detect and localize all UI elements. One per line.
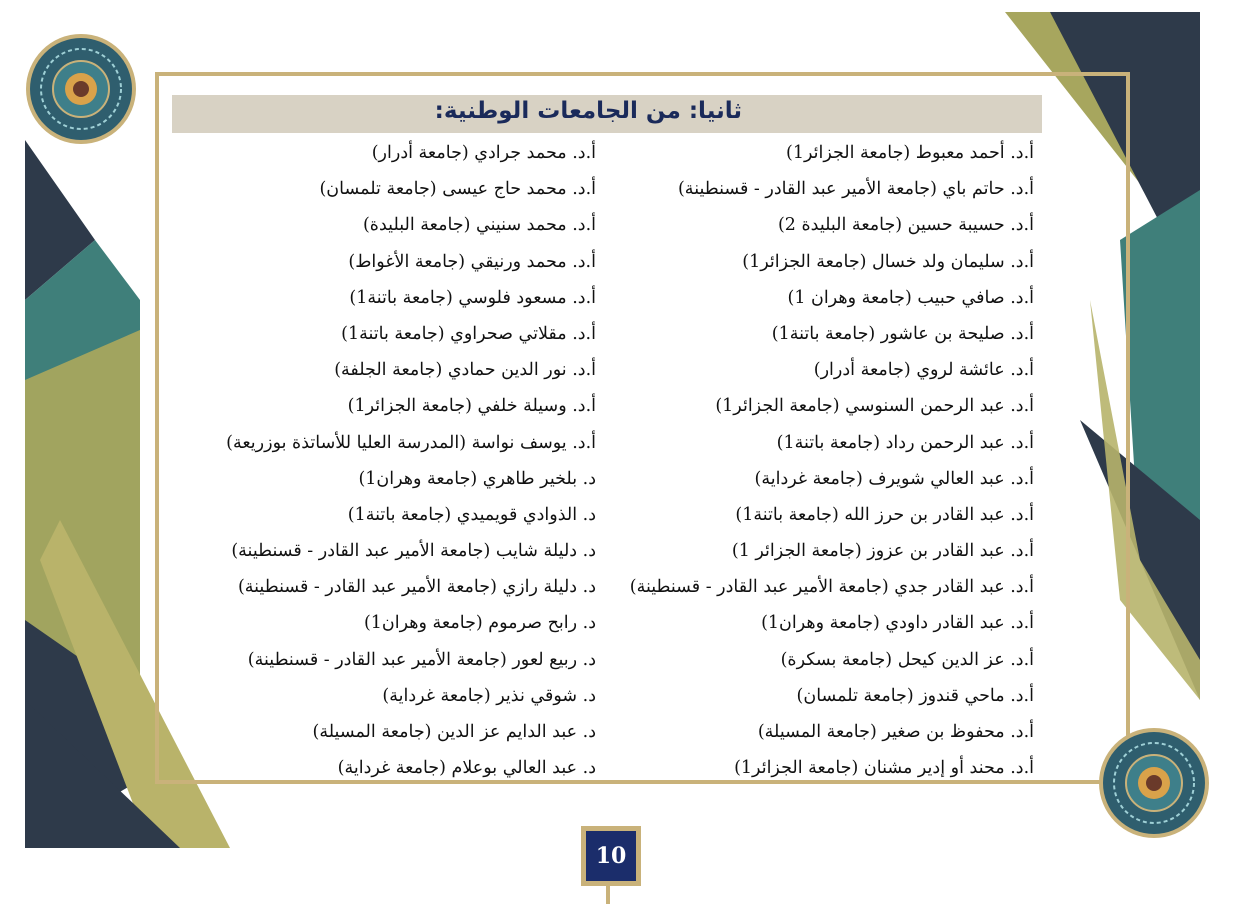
list-item: أ.د. عز الدين كيحل (جامعة بسكرة) [780,649,1034,670]
list-item: أ.د. صافي حبيب (جامعة وهران 1) [787,287,1034,308]
ornament-medallion-bottom-right [1098,727,1210,839]
page-number-badge [581,826,641,886]
list-item: أ.د. يوسف نواسة (المدرسة العليا للأساتذة بوزريعة) [226,432,596,453]
list-item: أ.د. سليمان ولد خسال (جامعة الجزائر1) [742,251,1034,272]
list-item: د. عبد الدايم عز الدين (جامعة المسيلة) [312,722,596,742]
section-header [172,95,1042,133]
list-item: أ.د. صليحة بن عاشور (جامعة باتنة1) [771,323,1034,344]
list-item: أ.د. وسيلة خلفي (جامعة الجزائر1) [347,396,596,417]
list-item: أ.د. عبد العالي شويرف (جامعة غرداية) [754,468,1034,489]
list-item: أ.د. ماحي قندوز (جامعة تلمسان) [796,685,1034,706]
list-item: أ.د. عبد القادر جدي (جامعة الأمير عبد القادر - قسنطينة) [629,577,1034,598]
list-item: أ.د. عبد القادر داودي (جامعة وهران1) [761,613,1034,634]
list-item: أ.د. نور الدين حمادي (جامعة الجلفة) [334,360,596,381]
list-item: أ.د. عبد القادر بن عزوز (جامعة الجزائر 1) [731,541,1034,562]
list-item: أ.د. محمد جرادي (جامعة أدرار) [371,143,596,163]
list-item: د. دليلة رازي (جامعة الأمير عبد القادر - قسنطينة) [237,577,596,598]
list-item: أ.د. محفوظ بن صغير (جامعة المسيلة) [757,722,1034,742]
list-item: أ.د. مسعود فلوسي (جامعة باتنة1) [349,287,596,308]
list-item: د. رابح صرموم (جامعة وهران1) [363,613,596,634]
list-item: د. بلخير طاهري (جامعة وهران1) [358,468,596,489]
list-item: د. الذوادي قويميدي (جامعة باتنة1) [347,504,596,525]
list-item: أ.د. محمد حاج عيسى (جامعة تلمسان) [319,179,596,200]
names-list-right [614,135,1034,786]
list-item: أ.د. عائشة لروي (جامعة أدرار) [813,360,1034,381]
list-item: د. ربيع لعور (جامعة الأمير عبد القادر - قسنطينة) [247,649,596,670]
list-item: أ.د. أحمد معبوط (جامعة الجزائر1) [785,143,1034,163]
names-list-left [176,135,596,786]
list-item: أ.د. محمد ورنيقي (جامعة الأغواط) [348,251,596,272]
list-item: أ.د. عبد الرحمن رداد (جامعة باتنة1) [776,432,1034,453]
list-item: أ.د. عبد الرحمن السنوسي (جامعة الجزائر1) [715,396,1034,417]
list-item: أ.د. حسيبة حسين (جامعة البليدة 2) [777,215,1034,236]
list-item: أ.د. محند أو إدير مشنان (جامعة الجزائر1) [734,758,1034,779]
list-item: أ.د. عبد القادر بن حرز الله (جامعة باتنة1) [735,504,1034,525]
page-number: 10 [586,831,636,881]
list-item: أ.د. حاتم باي (جامعة الأمير عبد القادر - قسنطينة) [677,179,1034,200]
section-title: ثانيا: من الجامعات الوطنية: [434,98,742,124]
page-number-stem [606,886,610,904]
list-item: د. دليلة شايب (جامعة الأمير عبد القادر - قسنطينة) [231,541,596,562]
list-item: د. عبد العالي بوعلام (جامعة غرداية) [337,758,596,779]
list-item: أ.د. مقلاتي صحراوي (جامعة باتنة1) [341,323,596,344]
ornament-medallion-top-left [25,33,137,145]
list-item: د. شوقي نذير (جامعة غرداية) [382,685,596,706]
list-item: أ.د. محمد سنيني (جامعة البليدة) [362,215,596,236]
